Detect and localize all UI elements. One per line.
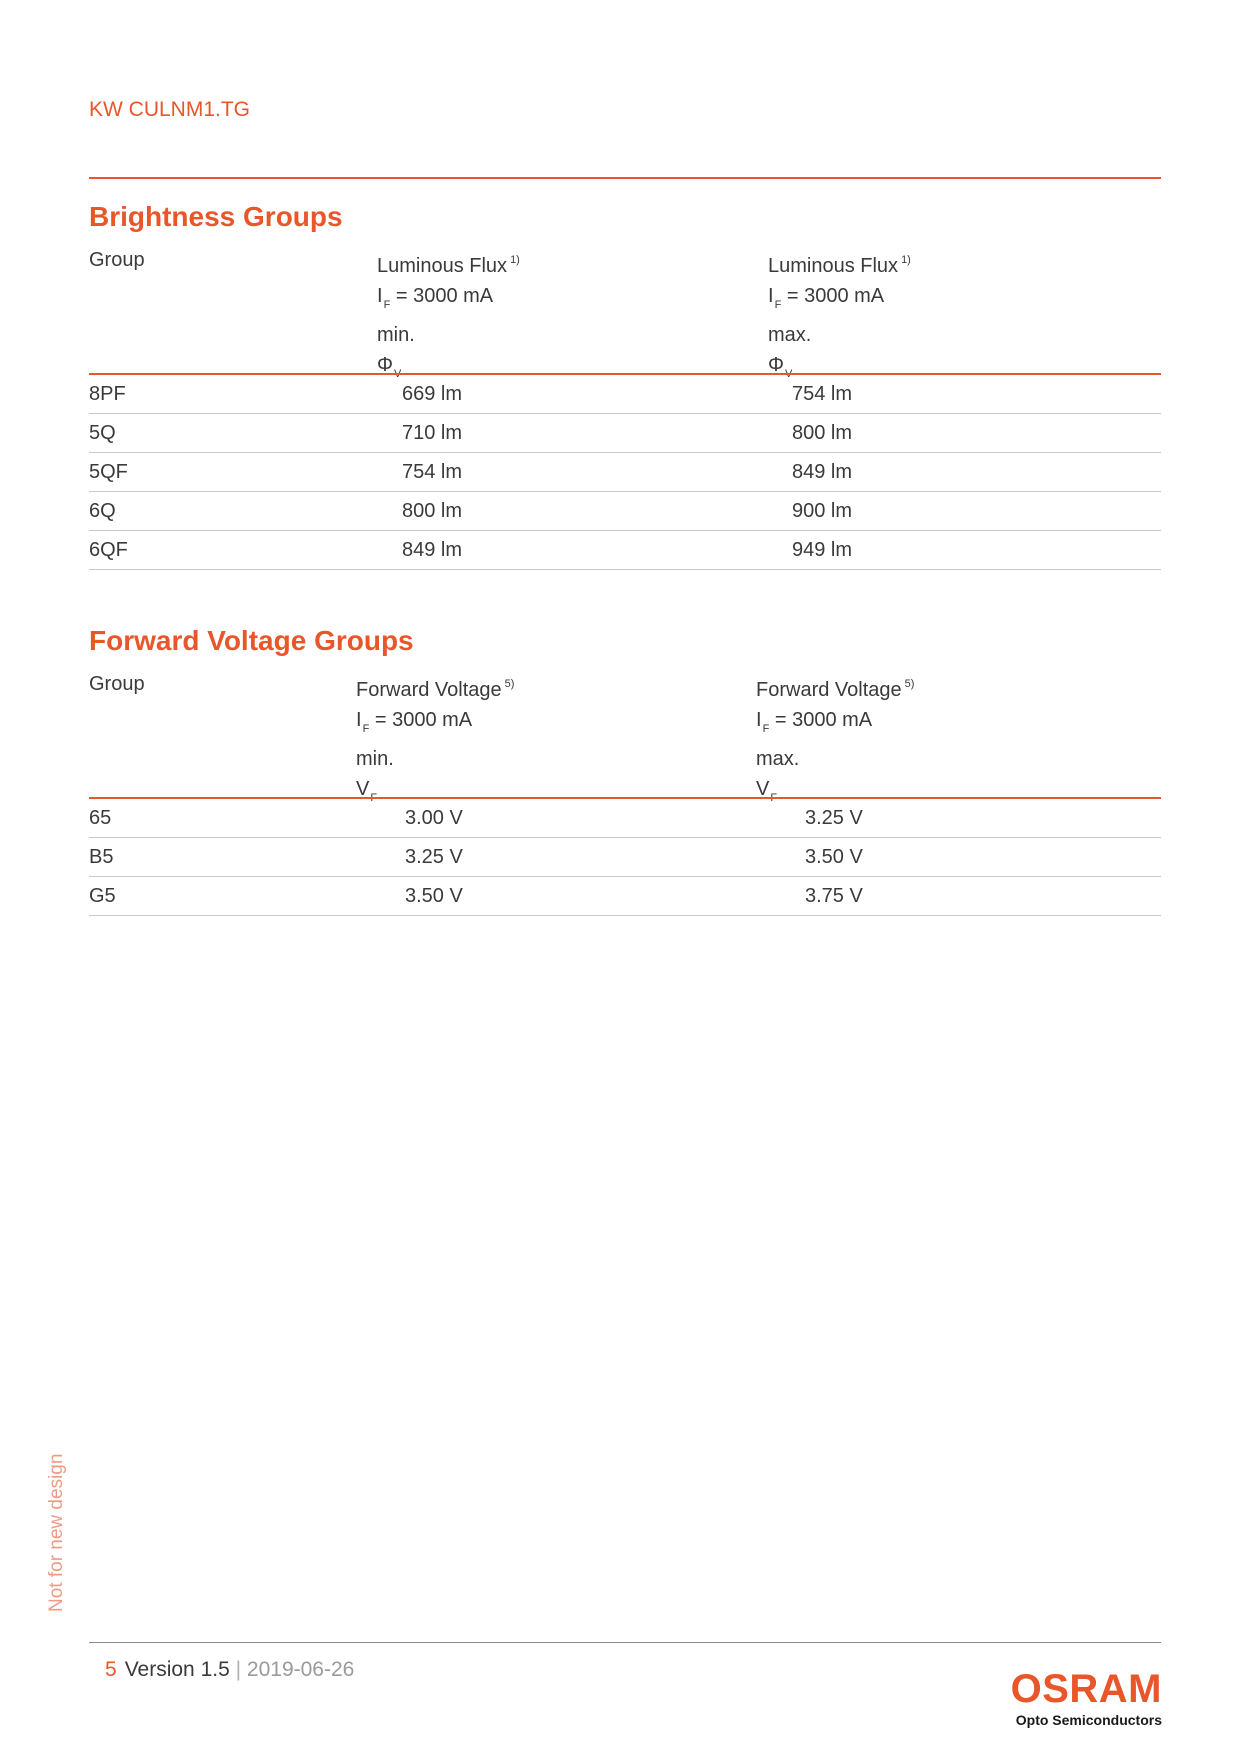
min-cell: 669 lm xyxy=(402,383,463,405)
table-row xyxy=(89,838,1161,877)
brightness-min-header: Luminous Flux $^{1)}$ $I_F = 3000$ mA min. $\Phi_V$ xyxy=(377,254,520,380)
header-rule xyxy=(89,177,1161,179)
voltage-title: Forward Voltage Groups xyxy=(89,625,414,656)
max-cell: 949 lm xyxy=(792,539,853,561)
group-cell: 6Q xyxy=(89,500,116,522)
logo-brand: OSRAM xyxy=(1010,1667,1162,1711)
document-date: 2019-06-26 xyxy=(246,1658,355,1681)
max-cell: 800 lm xyxy=(792,422,853,444)
min-cell: 710 lm xyxy=(402,422,463,444)
min-cell: 800 lm xyxy=(402,500,463,522)
table-row xyxy=(89,799,1161,838)
max-cell: 3.50 V xyxy=(805,846,863,868)
max-cell: 849 lm xyxy=(792,461,853,483)
brightness-max-header: Luminous Flux $^{1)}$ $I_F = 3000$ mA max. $\Phi_V$ xyxy=(768,254,911,380)
group-cell: B5 xyxy=(89,846,114,868)
group-cell: 6QF xyxy=(89,539,128,561)
footer xyxy=(105,1658,354,1682)
voltage-min-header: Forward Voltage $^{5)}$ $I_F = 3000$ mA min. $V_F$ xyxy=(356,678,515,804)
table-row xyxy=(89,877,1161,916)
voltage-group-header: Group xyxy=(89,673,145,695)
min-cell: 849 lm xyxy=(402,539,463,561)
group-cell: 5Q xyxy=(89,422,116,444)
not-for-new-design-note: Not for new design xyxy=(46,1453,67,1612)
min-cell: 754 lm xyxy=(402,461,463,483)
max-cell: 754 lm xyxy=(792,383,853,405)
table-row xyxy=(89,531,1161,570)
group-cell: 5QF xyxy=(89,461,128,483)
version: Version 1.5 xyxy=(124,1658,230,1681)
document-id: KW CULNM1.TG xyxy=(89,98,251,121)
table-row xyxy=(89,414,1161,453)
brightness-group-header: Group xyxy=(89,249,145,271)
voltage-max-header: Forward Voltage $^{5)}$ $I_F = 3000$ mA max. $V_F$ xyxy=(756,678,915,804)
osram-logo xyxy=(990,1668,1162,1728)
table-row xyxy=(89,453,1161,492)
footer-separator: | xyxy=(235,1658,242,1681)
max-cell: 3.75 V xyxy=(805,885,863,907)
table-row xyxy=(89,492,1161,531)
group-cell: 65 xyxy=(89,807,112,829)
logo-subtitle: Opto Semiconductors xyxy=(1015,1712,1162,1728)
min-cell: 3.00 V xyxy=(405,807,463,829)
group-cell: G5 xyxy=(89,885,116,907)
max-cell: 3.25 V xyxy=(805,807,863,829)
footer-rule xyxy=(89,1642,1161,1643)
min-cell: 3.25 V xyxy=(405,846,463,868)
brightness-title: Brightness Groups xyxy=(89,201,343,232)
table-row xyxy=(89,375,1161,414)
min-cell: 3.50 V xyxy=(405,885,463,907)
group-cell: 8PF xyxy=(89,383,126,405)
max-cell: 900 lm xyxy=(792,500,853,522)
page-number: 5 xyxy=(105,1658,117,1681)
brightness-table-body xyxy=(89,375,1161,570)
voltage-table-body xyxy=(89,799,1161,916)
